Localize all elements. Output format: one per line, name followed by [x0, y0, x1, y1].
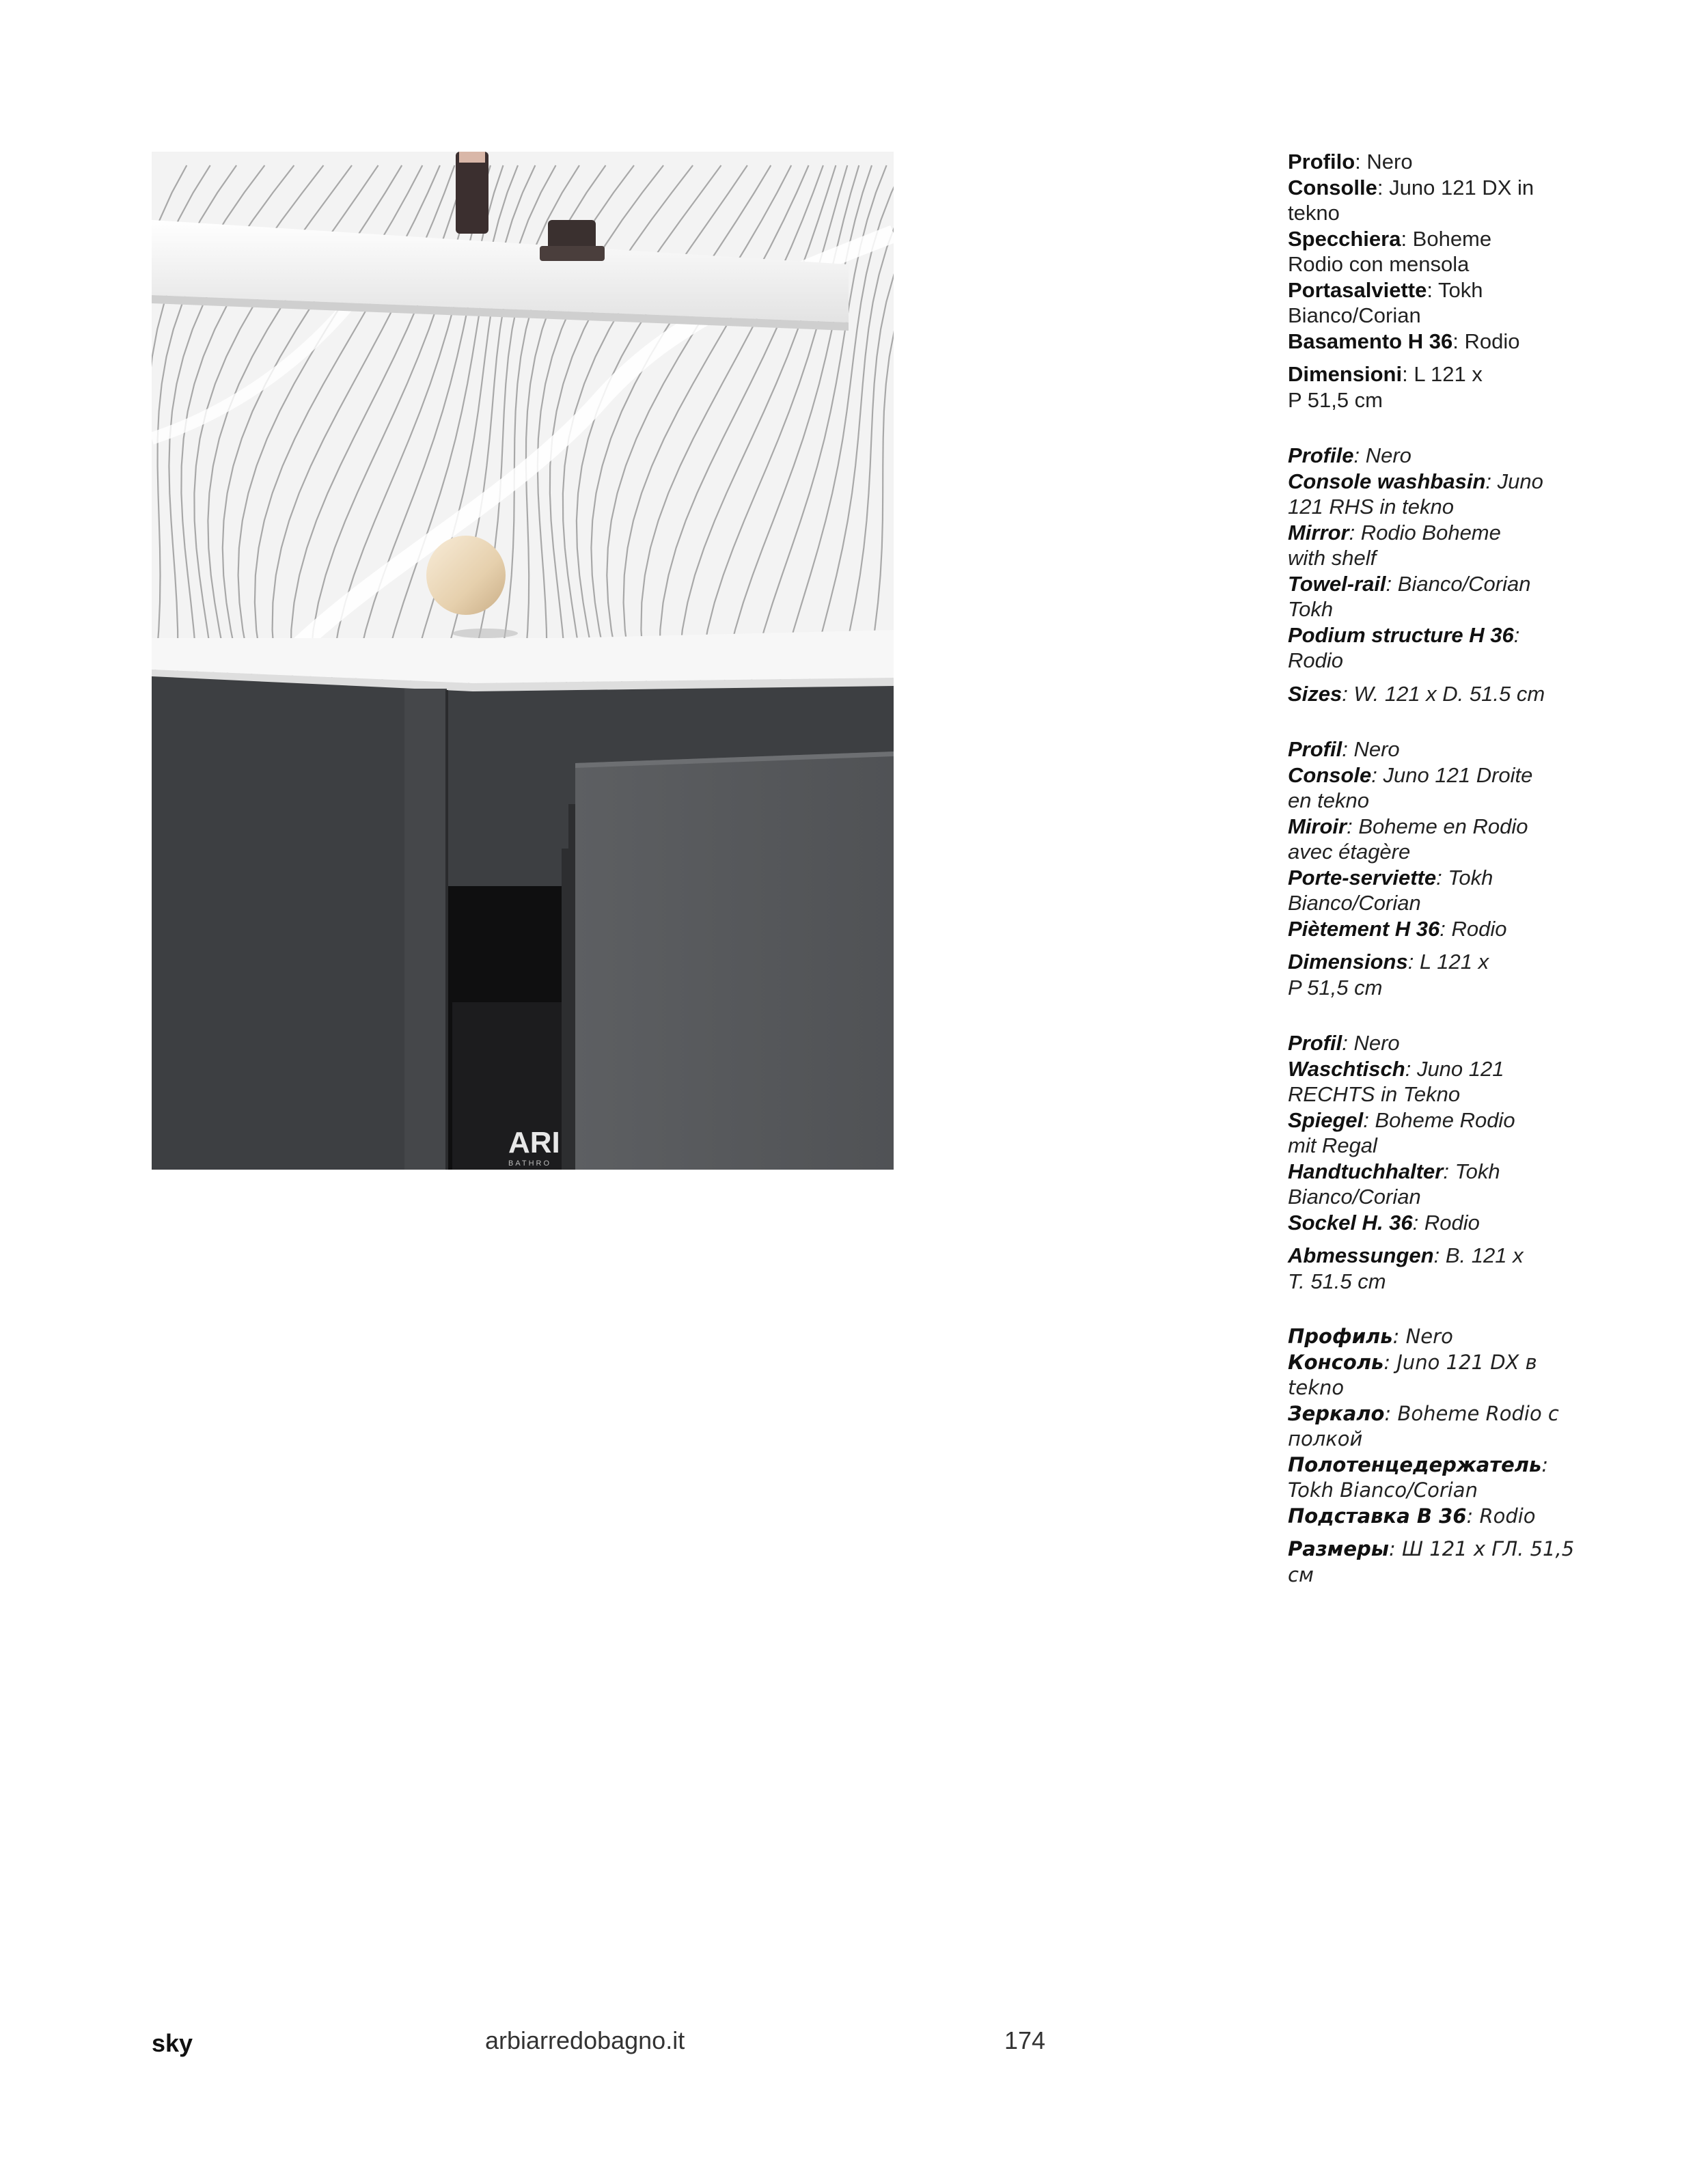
spec-label: Basamento H 36 — [1288, 329, 1453, 353]
spec-label: Profil — [1288, 737, 1342, 761]
spec-label: Abmessungen — [1288, 1243, 1434, 1267]
spec-value: : Juno 121 DX in — [1377, 175, 1534, 199]
specs-italian — [1288, 149, 1575, 413]
spec-value: : Juno 121 — [1405, 1056, 1504, 1081]
spec-label: Piètement H 36 — [1288, 916, 1440, 941]
dimensions-line — [1288, 1243, 1575, 1269]
box-logo-sub: BATHRO — [508, 1159, 552, 1168]
spec-value-cont: en tekno — [1288, 788, 1369, 812]
spec-label: Profilo — [1288, 150, 1355, 174]
spec-value: : Nero — [1355, 150, 1413, 174]
spec-value: : Nero — [1342, 737, 1400, 761]
spec-line — [1288, 1210, 1575, 1236]
spec-value-cont: Tokh — [1288, 597, 1334, 621]
spec-value: : Bianco/Corian — [1386, 571, 1531, 596]
dimensions-line — [1288, 681, 1575, 707]
spec-value-cont: P 51,5 cm — [1288, 975, 1383, 1000]
spec-label: Consolle — [1288, 175, 1377, 199]
spec-value: : Juno 121 DX в — [1383, 1350, 1537, 1374]
specs-german — [1288, 1030, 1575, 1294]
spec-value-cont: Bianco/Corian — [1288, 303, 1421, 327]
decorative-sphere — [426, 536, 506, 615]
spec-value: : Boheme en Rodio — [1347, 814, 1528, 838]
spec-line — [1288, 1452, 1575, 1478]
spec-value-cont: 121 RHS in tekno — [1288, 495, 1454, 519]
spec-label: Зеркало — [1288, 1401, 1385, 1425]
spec-value: : Tokh — [1427, 277, 1483, 302]
spec-line — [1288, 1030, 1575, 1056]
spec-label: Spiegel — [1288, 1107, 1364, 1132]
spec-value: : Nero — [1342, 1031, 1400, 1055]
spec-value-cont: with shelf — [1288, 546, 1377, 570]
page-number: 174 — [1004, 2026, 1046, 2054]
spec-value: : Rodio — [1452, 329, 1520, 353]
product-photo — [152, 152, 894, 1170]
bathroom-vanity-image — [152, 152, 894, 1170]
specs-russian — [1288, 1324, 1575, 1588]
spec-label: Профиль — [1288, 1325, 1393, 1348]
spec-value-cont: mit Regal — [1288, 1133, 1377, 1157]
spec-line — [1288, 916, 1575, 942]
spec-value: : Rodio — [1466, 1504, 1536, 1528]
drawer-front — [575, 752, 894, 1170]
spec-value: : Boheme Rodio — [1363, 1107, 1515, 1132]
spec-line — [1288, 1401, 1575, 1427]
spec-label: Towel-rail — [1288, 571, 1386, 596]
spec-value-cont: Bianco/Corian — [1288, 891, 1421, 915]
spec-label: Размеры — [1288, 1537, 1390, 1560]
spec-label: Specchiera — [1288, 226, 1401, 251]
specs-english — [1288, 443, 1575, 706]
spec-line — [1288, 277, 1575, 303]
spec-value: : Ш 121 х ГЛ. 51,5 — [1389, 1537, 1575, 1560]
spec-value-cont: полкой — [1288, 1427, 1363, 1450]
spec-value: : Rodio Boheme — [1349, 520, 1501, 545]
website-link[interactable]: arbiarredobagno.it — [485, 2026, 685, 2054]
spec-label: Sizes — [1288, 681, 1342, 706]
spec-line — [1288, 1504, 1575, 1530]
spec-value: : Tokh — [1436, 865, 1493, 890]
spec-line — [1288, 226, 1575, 252]
spec-label: Profil — [1288, 1031, 1342, 1055]
spec-label: Sockel H. 36 — [1288, 1210, 1413, 1235]
spec-line — [1288, 520, 1575, 546]
spec-line — [1288, 622, 1575, 648]
spec-label: Handtuchhalter — [1288, 1159, 1444, 1183]
spec-line — [1288, 149, 1575, 175]
spec-value: : Juno 121 Droite — [1371, 762, 1533, 787]
dimensions-line — [1288, 1537, 1575, 1562]
spec-line — [1288, 814, 1575, 840]
specs-french — [1288, 736, 1575, 1000]
specifications — [1288, 149, 1575, 1618]
spec-value: : — [1513, 622, 1520, 647]
spec-label: Podium structure H 36 — [1288, 622, 1514, 647]
spec-value-cont: RECHTS in Tekno — [1288, 1082, 1461, 1106]
spec-value: : Rodio — [1440, 916, 1507, 941]
spec-label: Dimensioni — [1288, 362, 1403, 386]
spec-line — [1288, 1159, 1575, 1185]
spec-value: : Juno — [1485, 469, 1543, 493]
spec-line — [1288, 736, 1575, 762]
collection-name: sky — [152, 2029, 193, 2057]
spec-value-cont: Rodio con mensola — [1288, 252, 1470, 276]
spec-line — [1288, 1056, 1575, 1082]
spec-line — [1288, 1350, 1575, 1376]
dimensions-line — [1288, 949, 1575, 975]
spec-value: : Boheme — [1401, 226, 1492, 251]
spec-label: Mirror — [1288, 520, 1349, 545]
spec-value: : Nero — [1392, 1325, 1453, 1348]
spec-label: Консоль — [1288, 1350, 1384, 1374]
spec-value: : Rodio — [1412, 1210, 1480, 1235]
spec-value-cont: tekno — [1288, 201, 1340, 225]
spec-label: Waschtisch — [1288, 1056, 1405, 1081]
spec-value: : W. 121 x D. 51.5 cm — [1342, 681, 1545, 706]
spec-value-cont: avec étagère — [1288, 840, 1411, 864]
spec-label: Portasalviette — [1288, 277, 1427, 302]
spec-label: Dimensions — [1288, 950, 1408, 974]
spec-label: Console — [1288, 762, 1372, 787]
spec-label: Porte-serviette — [1288, 865, 1437, 890]
spec-line — [1288, 469, 1575, 495]
spec-label: Подставка В 36 — [1288, 1504, 1467, 1528]
spec-value: : L 121 x — [1402, 362, 1483, 386]
spec-value-cont: см — [1288, 1562, 1314, 1586]
spec-line — [1288, 329, 1575, 355]
spec-value: : L 121 x — [1407, 950, 1489, 974]
spec-value-cont: P 51,5 cm — [1288, 387, 1383, 412]
spec-line — [1288, 571, 1575, 597]
spec-value-cont: tekno — [1288, 1376, 1345, 1399]
spec-value-cont: Tokh Bianco/Corian — [1288, 1478, 1478, 1502]
spec-line — [1288, 175, 1575, 201]
spec-label: Console washbasin — [1288, 469, 1486, 493]
spec-value-cont: T. 51.5 cm — [1288, 1269, 1386, 1293]
bottle — [456, 152, 488, 234]
box-logo: ARI — [508, 1126, 560, 1159]
spec-value: : Boheme Rodio с — [1384, 1401, 1559, 1425]
spec-label: Полотенцедержатель — [1288, 1452, 1542, 1476]
spec-value: : Nero — [1353, 443, 1411, 467]
spec-value-cont: Rodio — [1288, 648, 1343, 672]
spec-value-cont: Bianco/Corian — [1288, 1185, 1421, 1209]
spec-line — [1288, 1324, 1575, 1350]
spec-label: Profile — [1288, 443, 1354, 467]
spec-value: : Tokh — [1443, 1159, 1500, 1183]
spec-label: Miroir — [1288, 814, 1347, 838]
spec-value: : — [1541, 1452, 1549, 1476]
spec-line — [1288, 762, 1575, 788]
spec-line — [1288, 865, 1575, 891]
spec-value: : B. 121 x — [1433, 1243, 1524, 1267]
dimensions-line — [1288, 361, 1575, 387]
spec-line — [1288, 443, 1575, 469]
spec-line — [1288, 1107, 1575, 1133]
